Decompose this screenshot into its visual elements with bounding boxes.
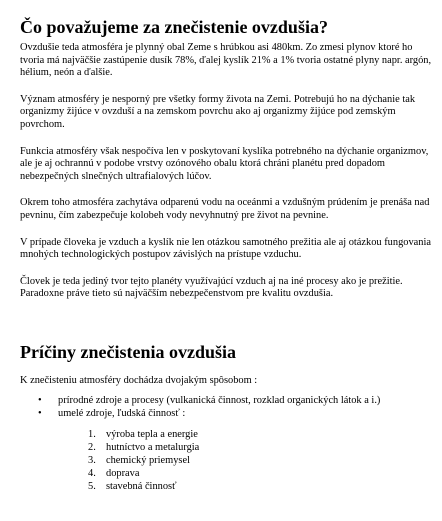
numbered-list [20,428,442,493]
list-item [88,467,442,480]
list-item-text: výroba tepla a energie [106,428,198,440]
list-item: • umelé zdroje, ľudská činnosť : [38,407,442,420]
list-number: 3. [88,454,96,466]
list-item: • prírodné zdroje a procesy (vulkanická činnost, rozklad organických látok a i.) [38,394,442,407]
list-item-text: doprava [106,467,140,479]
list-item [88,441,442,454]
list-item-text: hutníctvo a metalurgia [106,441,200,453]
list-item [88,428,442,441]
section1 [20,0,442,42]
paragraph-1: Ovzdušie teda atmosféra je plynný obal Zeme s hrúbkou asi 480km. Zo zmesi plynov ktoré ho tvoria má najväčšie zastúpenie dusík 78%, ďalej kyslík 21% a 1% tvoria ostatné plyny napr. argón, hélium, neón a ďalšie. [20,42,432,79]
paragraph-2: Význam atmosféry je nesporný pre všetky formy života na Zemi. Potrebujú ho na dýchanie tak organizmy žijúce v ovzduší a na zemskom povrchu ako aj organizmy žijúce pod zemským povrchom. [20,93,416,130]
list-number: 1. [88,428,96,440]
paragraph-6: Človek je teda jediný tvor tejto planéty využívajúcí vzduch aj na iné procesy ako je prežitie. Paradoxne práve tieto sú najväčším nebezpečenstvom pre kvalitu ovzdušia. [20,275,403,300]
section2-intro: K znečisteniu atmosféry dochádza dvojakým spôsobom : [20,374,258,386]
list-item-text: chemický priemysel [106,454,190,466]
list-number: 5. [88,480,96,492]
paragraph-5: V prípade človeka je vzduch a kyslík nie len otázkou samotného prežitia ale aj otázkou fungovania mnohých technologických postupov závislých na prístupe vzduchu. [20,236,431,261]
list-number: 2. [88,441,96,453]
paragraph-4: Okrem toho atmosféra zachytáva odparenú vodu na oceánmi a vzdušným prúdením je prenáša nad pevninu, čím zabezpečuje kolobeh vody nevyhnutný pre život na pevnine. [20,197,430,221]
list-item-text: stavebná činnosť [106,480,177,492]
list-number: 4. [88,467,96,479]
list-item [88,480,442,493]
bullet-list [20,394,442,420]
paragraph-3: Funkcia atmosféry však nespočíva len v poskytovaní kyslíka potrebného na dýchanie organizmov, ale je aj ochrannú v podobe vrstvy ozónového obalu ktorá chráni planétu pred dopadom nebezpečných slnečných ultrafialových lúčov. [20,145,429,182]
list-item [88,454,442,467]
section2-title: Príčiny znečistenia ovzdušia [20,341,236,362]
section1-title: Čo považujeme za znečistenie ovzdušia? [20,17,328,37]
